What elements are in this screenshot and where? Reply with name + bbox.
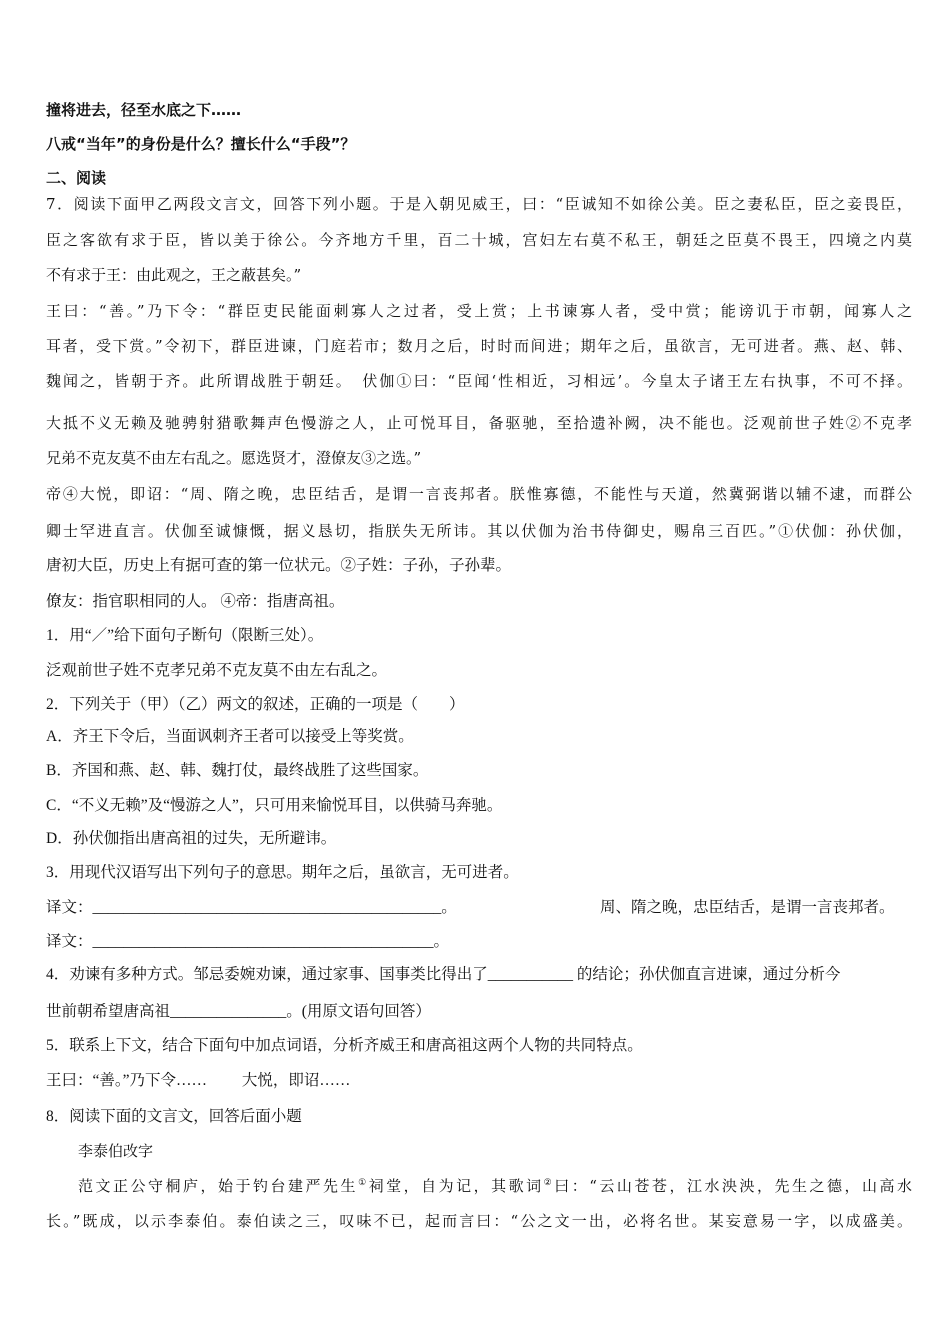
question-8-heading: 8．阅读下面的文言文，回答后面小题 [46,1108,302,1125]
passage-line [78,1173,912,1196]
passage-line: 耳者，受下赏。”令初下，群臣进谏，门庭若市；数月之后，时时而间进；期年之后，虽欲言，无可进者。燕、赵、韩、 [46,337,912,355]
subquestion-4-cont[interactable]: 世前朝希望唐高祖_______________。(用原文语句回答） [46,1003,431,1020]
passage-line: 王曰：“善。”乃下令：“群臣吏民能面刺寡人之过者，受上赏；上书谏寡人者，受中赏；能谤讥于市朝，闻寡人之 [46,302,912,320]
subquestion-5: 5．联系上下文，结合下面句中加点词语，分析齐威王和唐高祖这两个人物的共同特点。 [46,1037,643,1054]
answer-blank-2[interactable]: 译文：____________________________________________。 [46,933,450,950]
subquestion-3-sentence: 周、隋之晚，忠臣结舌，是谓一言丧邦者。 [600,899,895,916]
subquestion-1: 1．用“／”给下面句子断句（限断三处）。 [46,627,324,644]
subquestion-2: 2．下列关于（甲）（乙）两文的叙述，正确的一项是（ ） [46,696,465,713]
option-a[interactable]: A．齐王下令后，当面讽刺齐王者可以接受上等奖赏。 [46,728,414,745]
option-d[interactable]: D．孙伏伽指出唐高祖的过失，无所避讳。 [46,830,337,847]
passage-line: 不有求于王：由此观之，王之蔽甚矣。” [46,266,302,284]
passage-line: 兄弟不克友莫不由左右乱之。愿选贤才，澄僚友③之选。” [46,449,422,467]
subquestion-4[interactable]: 4．劝谏有多种方式。邹忌委婉劝谏，通过家事、国事类比得出了___________ 的结论；孙伏伽直言进谏，通过分析今 [46,966,841,983]
footnote-marker: ② [543,1178,555,1188]
subquestion-3: 3．用现代汉语写出下列句子的意思。期年之后，虽欲言，无可进者。 [46,864,519,881]
answer-blank-1[interactable]: 译文：_____________________________________________。 [46,899,457,916]
intro-question: 八戒“当年”的身份是什么？擅长什么“手段”？ [46,135,356,153]
passage-text: 祠堂，自为记，其歌词 [368,1177,544,1195]
passage-text: 范文正公守桐庐，始于钓台建严先生 [78,1177,359,1195]
passage-line: 帝④大悦，即诏：“周、隋之晚，忠臣结舌，是谓一言丧邦者。朕惟寡德，不能性与天道，然冀弼谐以辅不逮，而群公 [46,485,912,503]
option-c[interactable]: C．“不义无赖”及“慢游之人”，只可用来愉悦耳目，以供骑马奔驰。 [46,797,503,814]
passage-title: 李泰伯改字 [78,1142,154,1160]
footnote-line: 僚友：指官职相同的人。 ④帝：指唐高祖。 [46,593,345,610]
intro-line: 撞将进去，径至水底之下…… [46,101,242,119]
passage-line: 臣之客欲有求于臣，皆以美于徐公。今齐地方千里，百二十城，宫妇左右莫不私王，朝廷之臣莫不畏王，四境之内莫 [46,231,912,249]
footnote-line: 唐初大臣，历史上有据可查的第一位状元。②子姓：子孙，子孙辈。 [46,557,512,574]
section-heading: 二、阅读 [46,169,107,187]
passage-line: 魏闻之，皆朝于齐。此所谓战胜于朝廷。 伏伽①曰：“臣闻‘性相近，习相远’。今皇太子诸王左右执事，不可不择。 [46,372,912,390]
passage-text: 曰：“云山苍苍，江水泱泱，先生之德，山高水 [554,1177,912,1195]
passage-line: 7．阅读下面甲乙两段文言文，回答下列小题。于是入朝见威王，曰：“臣诚知不如徐公美。臣之妻私臣，臣之妾畏臣， [46,195,912,213]
passage-line: 大抵不义无赖及驰骋射猎歌舞声色慢游之人，止可悦耳目，备驱驰，至拾遗补阙，决不能也。泛观前世子姓②不克孝 [46,414,912,432]
passage-line: 长。”既成，以示李泰伯。泰伯读之三，叹味不已，起而言曰：“公之文一出，必将名世。某妄意易一字，以成盛美。 [46,1212,912,1230]
footnote-marker: ① [358,1178,369,1188]
subquestion-5-text: 王曰：“善。”乃下令…… 大悦，即诏…… [46,1072,351,1089]
subquestion-1-text: 泛观前世子姓不克孝兄弟不克友莫不由左右乱之。 [46,662,388,679]
passage-line: 卿士罕进直言。伏伽至诚慷慨，据义恳切，指朕失无所讳。其以伏伽为治书侍御史，赐帛三百匹。”①伏伽：孙伏伽， [46,522,912,540]
option-b[interactable]: B．齐国和燕、赵、韩、魏打仗，最终战胜了这些国家。 [46,762,429,779]
